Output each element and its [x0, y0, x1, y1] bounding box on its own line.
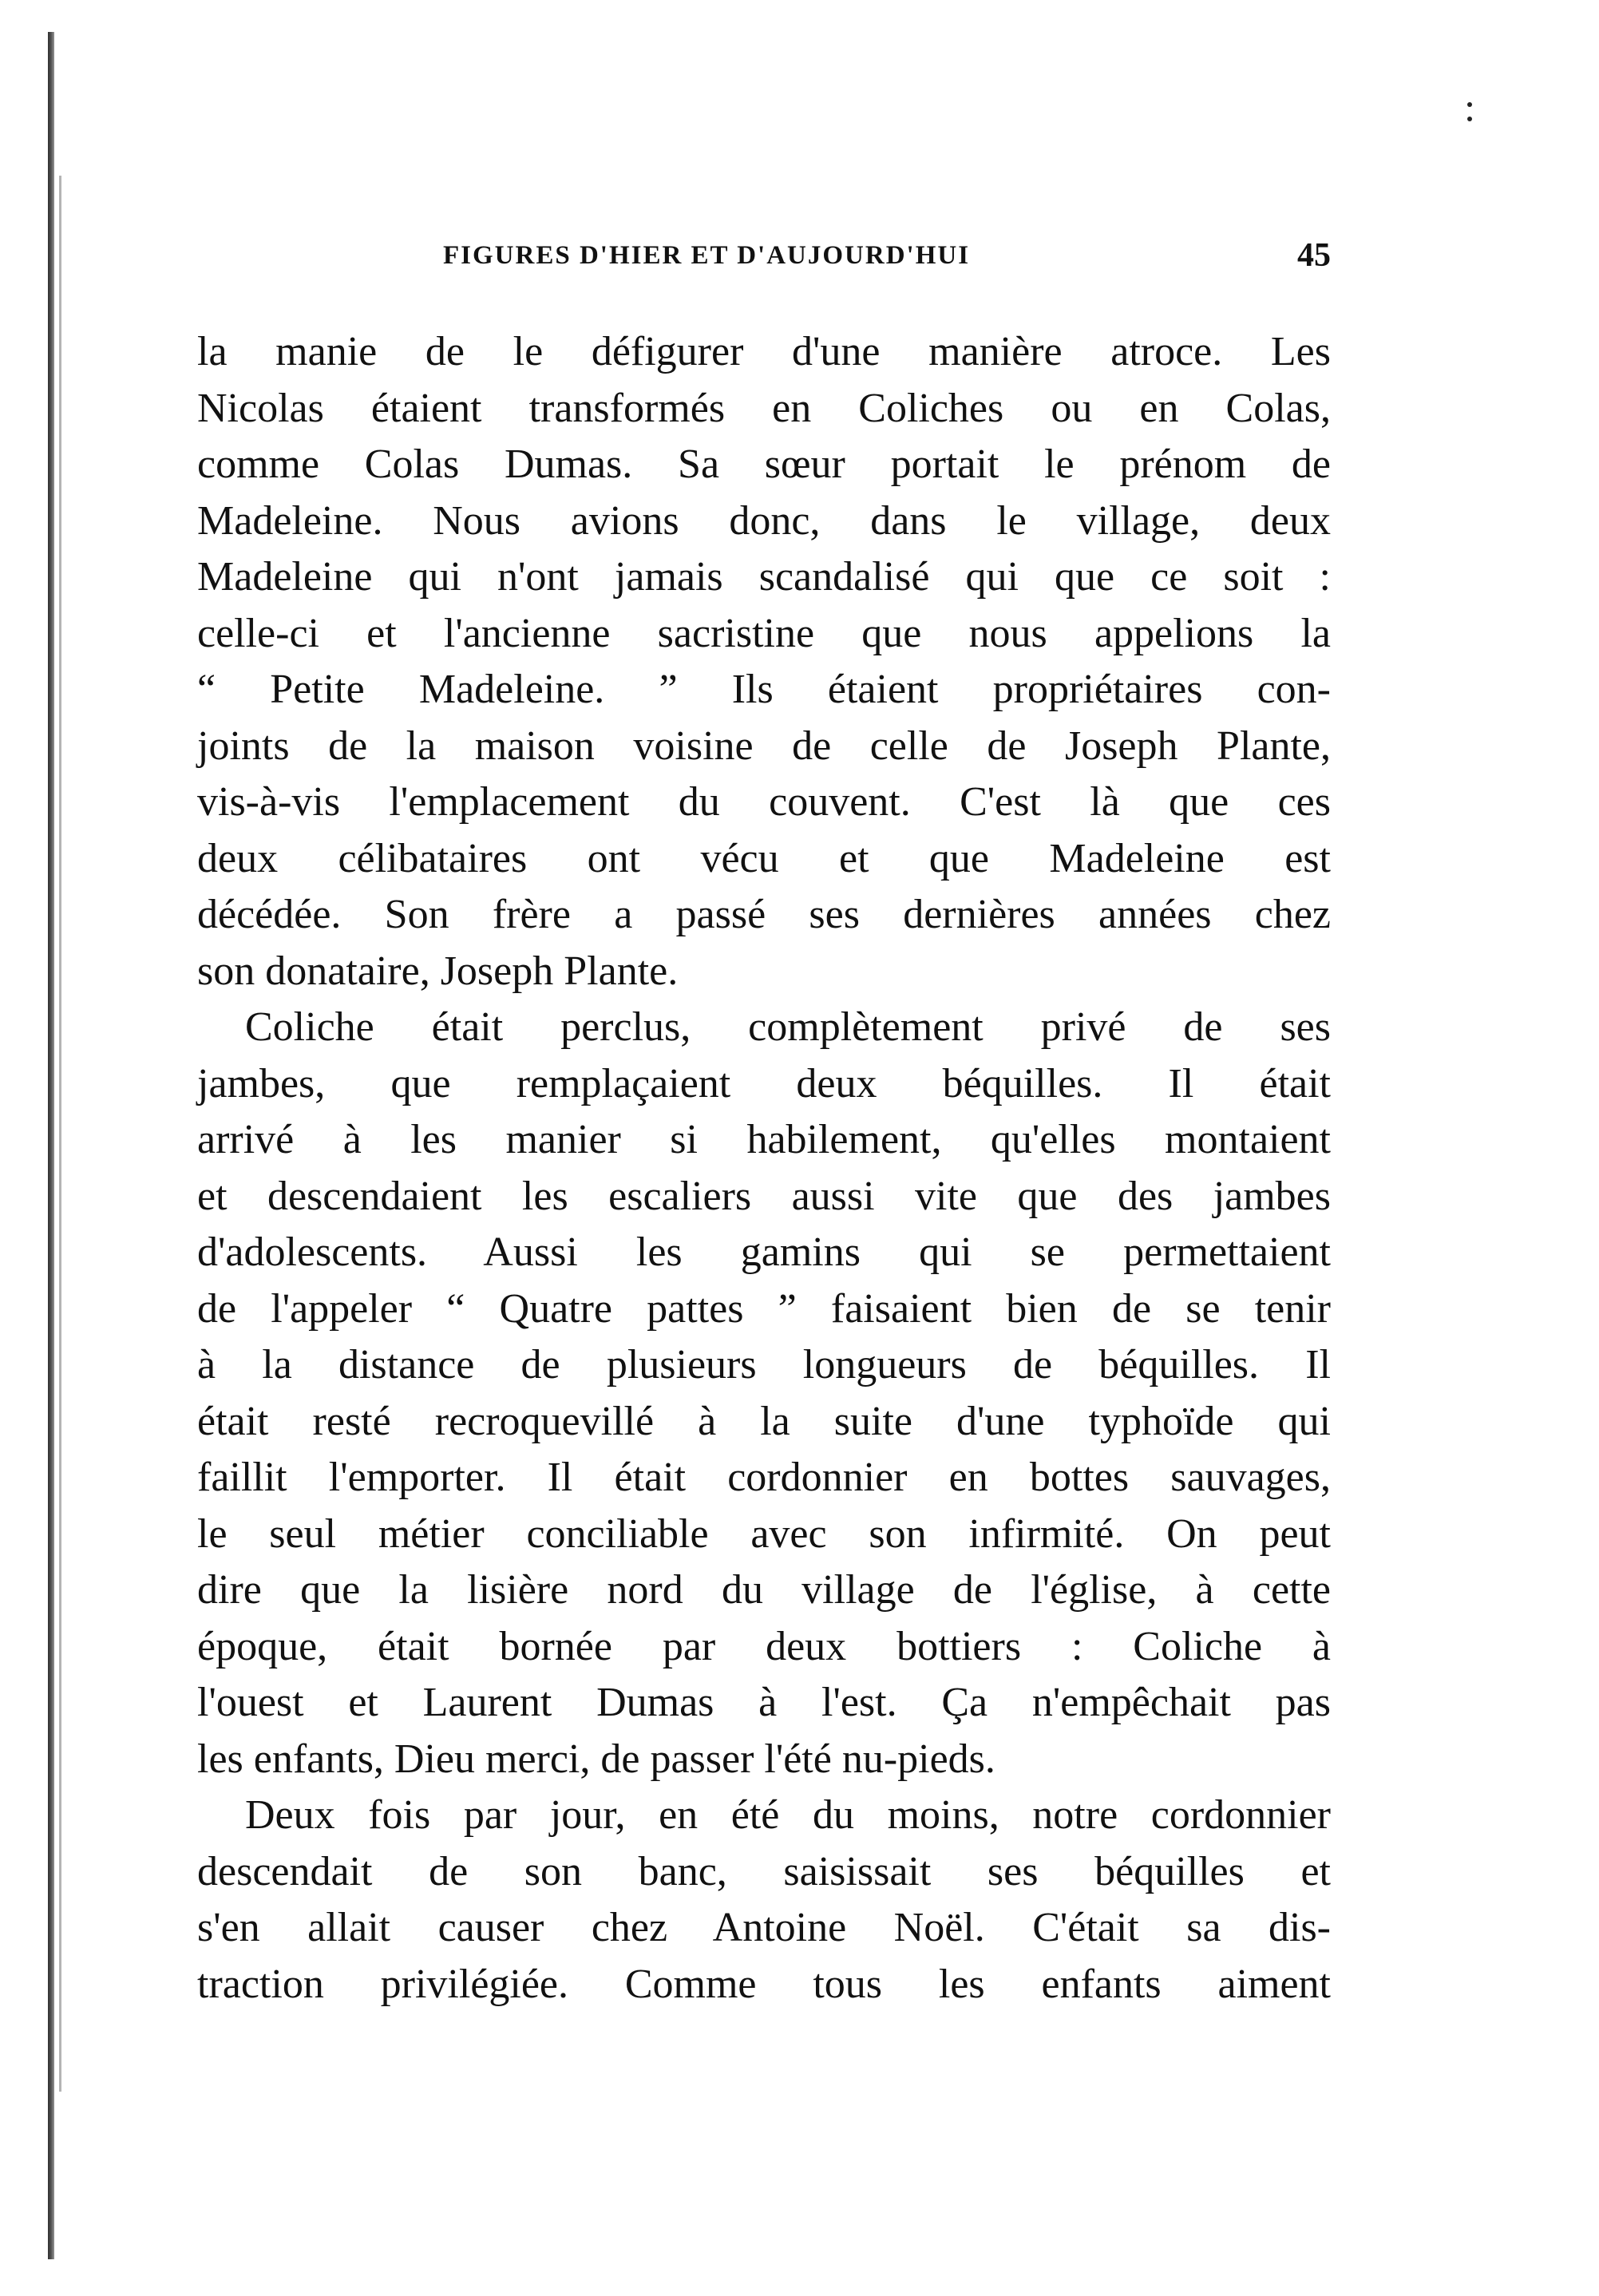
text-line: à la distance de plusieurs longueurs de béquilles. Il — [197, 1342, 1331, 1387]
binding-edge — [48, 32, 54, 2259]
text-line: l'ouest et Laurent Dumas à l'est. Ça n'empêchait pas — [197, 1680, 1331, 1725]
text-line: décédée. Son frère a passé ses dernières années chez — [197, 892, 1331, 937]
text-line: jambes, que remplaçaient deux béquilles. Il était — [197, 1060, 1331, 1106]
text-line: époque, était bornée par deux bottiers : Coliche à — [197, 1623, 1331, 1669]
paragraph-2 — [197, 1000, 1331, 1787]
body-text — [197, 324, 1331, 2013]
scan-speck — [1467, 102, 1472, 107]
text-line: s'en allait causer chez Antoine Noël. C'était sa dis- — [197, 1905, 1331, 1950]
text-line: Madeleine. Nous avions donc, dans le village, deux — [197, 497, 1331, 544]
running-head — [197, 237, 1331, 289]
text-line: arrivé à les manier si habilement, qu'elles montaient — [197, 1117, 1331, 1162]
text-line: descendait de son banc, saisissait ses béquilles et — [197, 1848, 1331, 1894]
scan-speck — [1467, 117, 1472, 121]
text-line: Madeleine qui n'ont jamais scandalisé qui que ce soit : — [197, 554, 1331, 600]
text-line: dire que la lisière nord du village de l'église, à cette — [197, 1567, 1331, 1613]
text-line: son donataire, Joseph Plante. — [197, 948, 679, 994]
page-number: 45 — [1297, 237, 1331, 274]
text-line: le seul métier conciliable avec son infirmité. On peut — [197, 1510, 1331, 1557]
text-line: deux célibataires ont vécu et que Madeleine est — [197, 835, 1331, 881]
text-line: la manie de le défigurer d'une manière atroce. Les — [197, 329, 1331, 374]
text-line: traction privilégiée. Comme tous les enfants aiment — [197, 1961, 1331, 2007]
text-line: Coliche était perclus, complètement privé de ses — [245, 1004, 1331, 1050]
text-line: faillit l'emporter. Il était cordonnier en bottes sauvages, — [197, 1455, 1331, 1500]
running-title: FIGURES D'HIER ET D'AUJOURD'HUI — [443, 241, 971, 270]
binding-shadow — [59, 176, 61, 2092]
paragraph-3 — [197, 1787, 1331, 2013]
text-line: “ Petite Madeleine. ” Ils étaient propriétaires con- — [197, 667, 1331, 712]
text-line: était resté recroquevillé à la suite d'une typhoïde qui — [197, 1398, 1331, 1444]
text-line: joints de la maison voisine de celle de Joseph Plante, — [197, 722, 1331, 769]
paragraph-1 — [197, 324, 1331, 1000]
text-line: de l'appeler “ Quatre pattes ” faisaient bien de se tenir — [197, 1285, 1331, 1332]
text-line: vis-à-vis l'emplacement du couvent. C'est là que ces — [197, 779, 1331, 825]
text-line: d'adolescents. Aussi les gamins qui se permettaient — [197, 1229, 1331, 1275]
text-line: comme Colas Dumas. Sa sœur portait le prénom de — [197, 441, 1331, 487]
text-line: Nicolas étaient transformés en Coliches ou en Colas, — [197, 385, 1331, 431]
text-line: les enfants, Dieu merci, de passer l'été nu-pieds. — [197, 1736, 995, 1782]
text-line: et descendaient les escaliers aussi vite que des jambes — [197, 1173, 1331, 1219]
text-line: Deux fois par jour, en été du moins, notre cordonnier — [245, 1792, 1331, 1838]
text-line: celle-ci et l'ancienne sacristine que nous appelions la — [197, 610, 1331, 656]
book-page — [197, 237, 1331, 2013]
